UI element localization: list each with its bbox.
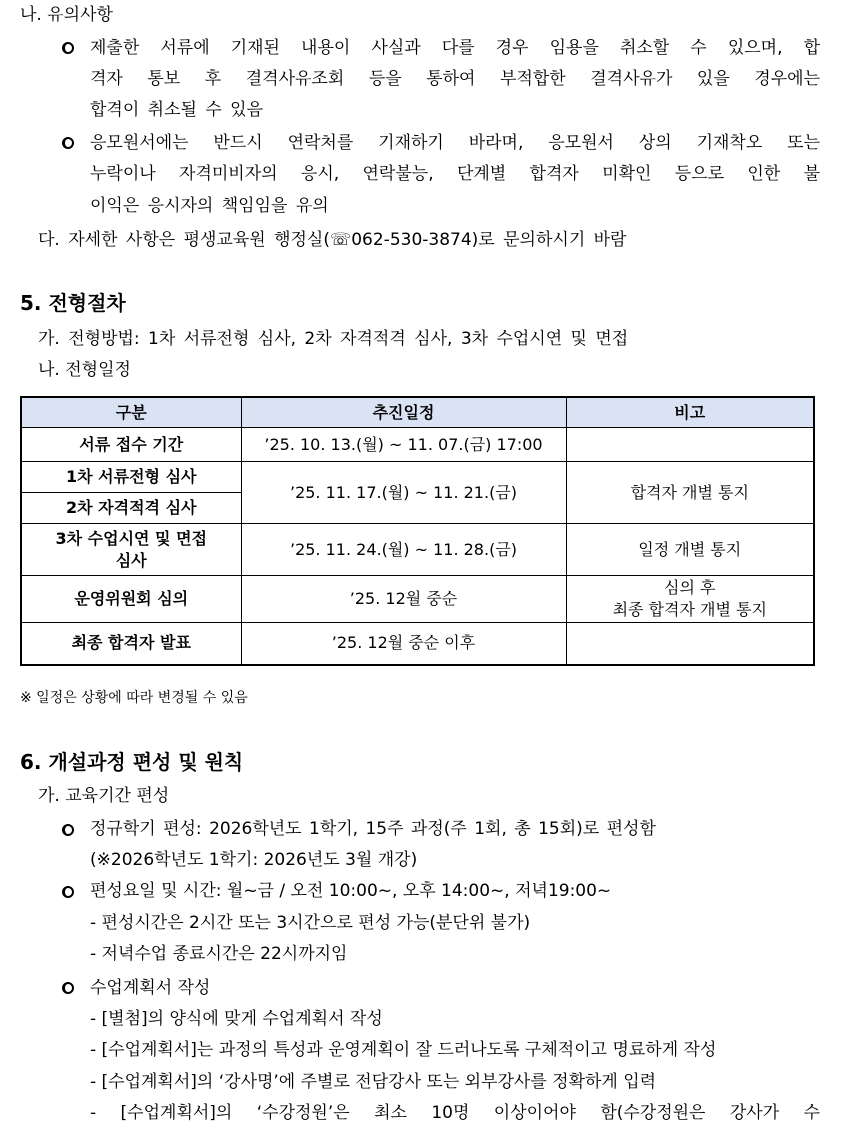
bullet-circle-icon	[62, 137, 74, 149]
schedule-heading: 나. 전형일정	[38, 360, 131, 380]
lesson-plan-item-3: - [수업계획서]의 ‘강사명’에 주별로 전담강사 또는 외부강사를 정확하게 입력	[90, 1072, 657, 1092]
note-2-line-2: 누락이나 자격미비자의 응시, 연락불능, 단계별 합격자 미확인 등으로 인한 불	[90, 164, 820, 184]
stage-cell: 1차 서류전형 심사	[21, 462, 241, 493]
table-row	[21, 524, 814, 576]
table-row	[21, 462, 814, 493]
date-cell: ’25. 11. 24.(월) ~ 11. 28.(금)	[241, 524, 566, 576]
lesson-plan-item-1: - [별첨]의 양식에 맞게 수업계획서 작성	[90, 1009, 383, 1029]
header-note: 비고	[566, 397, 814, 428]
note-line-1: 심의 후	[664, 578, 716, 597]
semester-line: 정규학기 편성: 2026학년도 1학기, 15주 과정(주 1회, 총 15회)로 편성함	[90, 819, 656, 839]
note-1-line-2: 격자 통보 후 결격사유조회 등을 통하여 부적합한 결격사유가 있을 경우에는	[90, 69, 820, 89]
bullet-circle-icon	[62, 824, 74, 836]
header-date: 추진일정	[241, 397, 566, 428]
selection-method: 가. 전형방법: 1차 서류전형 심사, 2차 자격적격 심사, 3차 수업시연 및 면접	[38, 329, 629, 349]
semester-note: (※2026학년도 1학기: 2026년도 3월 개강)	[90, 850, 418, 870]
note-cell: 합격자 개별 통지	[566, 462, 814, 524]
date-cell: ’25. 10. 13.(월) ~ 11. 07.(금) 17:00	[241, 428, 566, 462]
lesson-plan-item-2: - [수업계획서]는 과정의 특성과 운영계획이 잘 드러나도록 구체적이고 명료하게 작성	[90, 1040, 717, 1060]
lesson-plan-heading: 수업계획서 작성	[90, 978, 211, 998]
note-1-line-3: 합격이 취소될 수 있음	[90, 100, 264, 120]
schedule-time-line: 편성요일 및 시간: 월~금 / 오전 10:00~, 오후 14:00~, 저녁19:00~	[90, 881, 612, 901]
stage-line-1: 3차 수업시연 및 면접	[55, 528, 207, 548]
date-cell: ’25. 12월 중순 이후	[241, 623, 566, 665]
section-5-title: 5. 전형절차	[20, 291, 126, 315]
bullet-circle-icon	[62, 982, 74, 994]
note-2-line-1: 응모원서에는 반드시 연락처를 기재하기 바라며, 응모원서 상의 기재착오 또는	[90, 133, 820, 153]
note-cell	[566, 623, 814, 665]
note-line-2: 최종 합격자 개별 통지	[612, 600, 767, 619]
table-row	[21, 428, 814, 462]
bullet-circle-icon	[62, 42, 74, 54]
table-header-row	[21, 397, 814, 428]
bullet-circle-icon	[62, 886, 74, 898]
stage-cell: 2차 자격적격 심사	[21, 493, 241, 524]
note-cell	[566, 428, 814, 462]
time-item-2: - 저녁수업 종료시간은 22시까지임	[90, 944, 348, 964]
note-2-line-3: 이익은 응시자의 책임임을 유의	[90, 196, 329, 216]
lesson-plan-item-4: - [수업계획서]의 ‘수강정원’은 최소 10명 이상이어야 함(수강정원은 강사가 수	[90, 1103, 820, 1123]
note-1-line-1: 제출한 서류에 기재된 내용이 사실과 다를 경우 임용을 취소할 수 있으며, 합	[90, 38, 820, 58]
schedule-footnote: ※ 일정은 상황에 따라 변경될 수 있음	[20, 690, 248, 706]
section-6-title: 6. 개설과정 편성 및 원칙	[20, 750, 244, 774]
table-row	[21, 623, 814, 665]
stage-cell: 운영위원회 심의	[21, 576, 241, 623]
notes-heading: 나. 유의사항	[20, 5, 113, 25]
note-cell	[566, 576, 814, 623]
stage-line-2: 심사	[115, 550, 147, 570]
header-stage: 구분	[21, 397, 241, 428]
time-item-1: - 편성시간은 2시간 또는 3시간으로 편성 가능(분단위 불가)	[90, 913, 531, 933]
date-cell: ’25. 11. 17.(월) ~ 11. 21.(금)	[241, 462, 566, 524]
contact-line: 다. 자세한 사항은 평생교육원 행정실(☏062-530-3874)로 문의하시기 바람	[38, 230, 627, 250]
stage-cell: 최종 합격자 발표	[21, 623, 241, 665]
note-cell: 일정 개별 통지	[566, 524, 814, 576]
schedule-table	[20, 396, 815, 666]
table-row	[21, 576, 814, 623]
section-6-sub: 가. 교육기간 편성	[38, 786, 170, 806]
date-cell: ’25. 12월 중순	[241, 576, 566, 623]
stage-cell: 서류 접수 기간	[21, 428, 241, 462]
stage-cell	[21, 524, 241, 576]
